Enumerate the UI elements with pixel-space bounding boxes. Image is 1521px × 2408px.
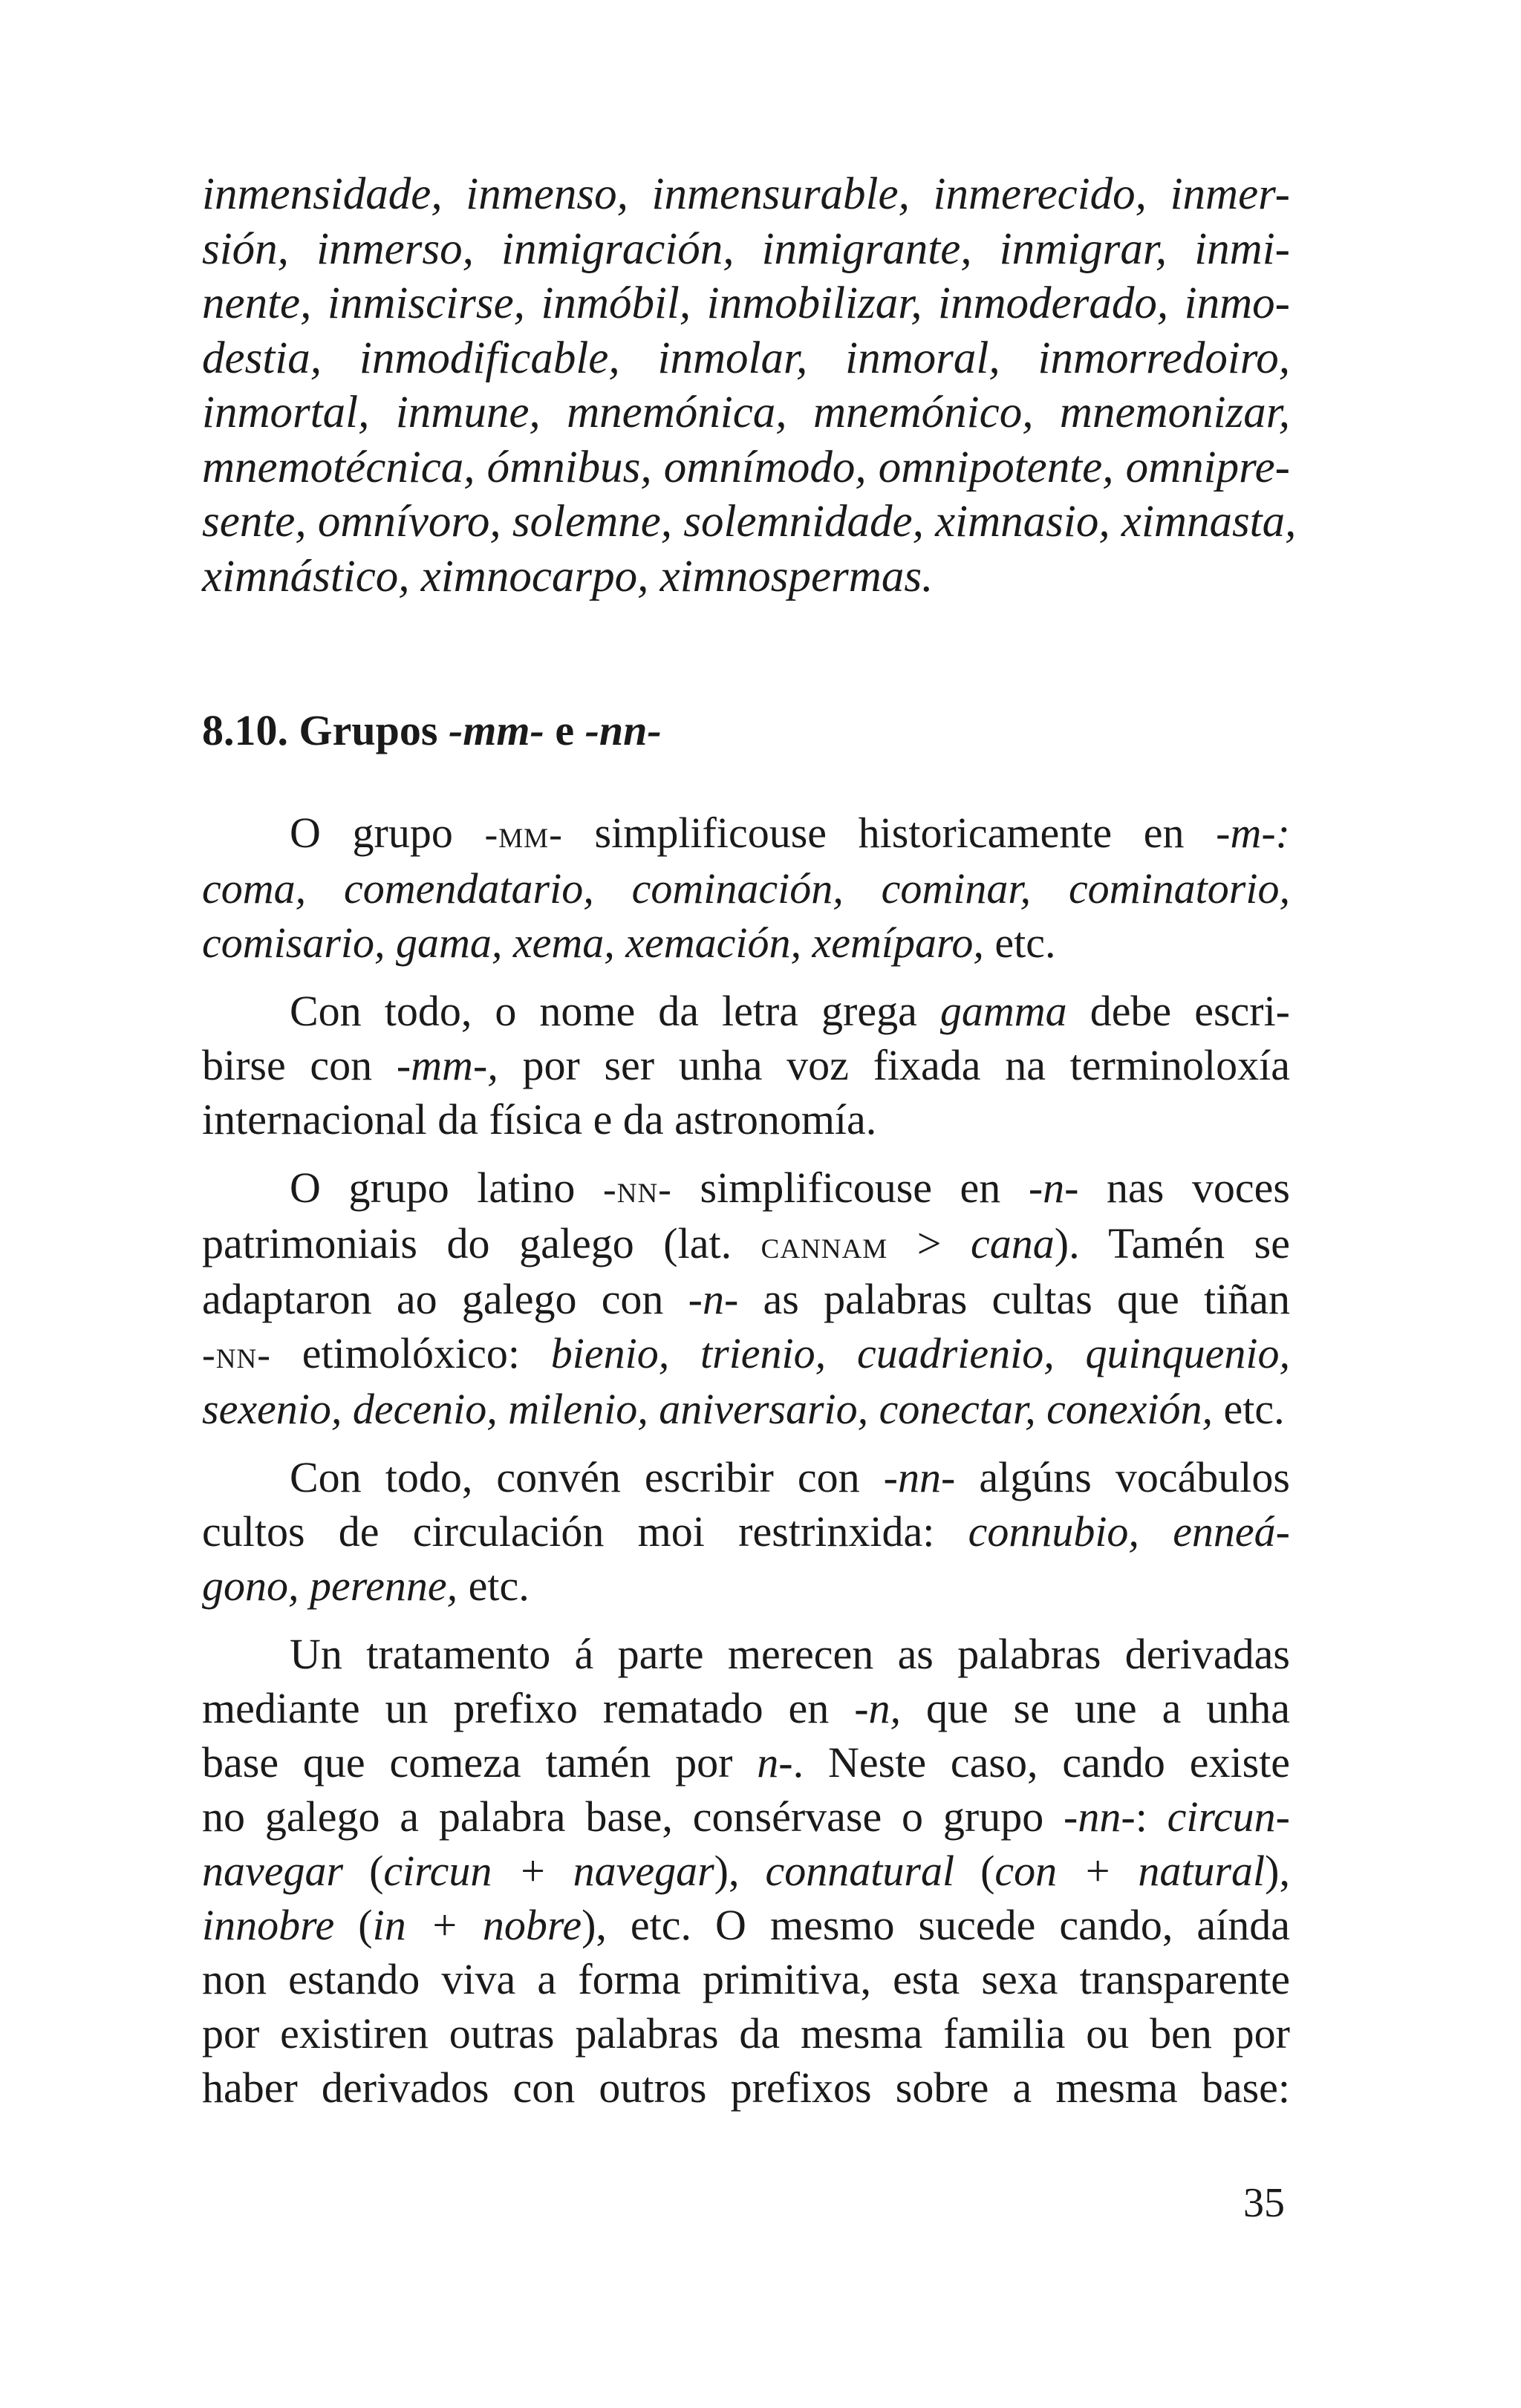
text-line	[202, 1844, 1290, 1898]
text-line	[202, 1272, 1290, 1326]
italic-term: gamma	[939, 987, 1067, 1035]
paragraph-nn-exceptions	[202, 1450, 1290, 1613]
italic-term: con + natural	[994, 1847, 1266, 1895]
section-heading-word: Grupos	[299, 706, 438, 754]
text-line: non estando viva a forma primitiva, esta sexa transparente	[202, 1955, 1290, 2003]
italic-term: n-	[757, 1738, 793, 1787]
text-run: O grupo latino	[290, 1164, 603, 1212]
italic-term: sexenio, decenio, milenio, aniversario, conectar, conexión,	[202, 1385, 1213, 1433]
page-number: 35	[1243, 2180, 1285, 2226]
text-run: (	[954, 1847, 995, 1895]
word-list-line: inmortal, inmune, mnemónica, mnemónico, mnemonizar,	[202, 388, 1290, 437]
text-run: Con todo, convén escribir con	[290, 1453, 884, 1501]
word-list-line: ximnástico, ximnocarpo, ximnospermas.	[202, 551, 934, 601]
text-run: etc.	[457, 1562, 530, 1610]
text-line: internacional da física e da astronomía.	[202, 1095, 877, 1143]
text-line	[202, 1161, 1290, 1216]
text-line	[202, 1504, 1290, 1559]
text-line: por existiren outras palabras da mesma familia ou ben por	[202, 2009, 1290, 2058]
text-run: ),	[1265, 1847, 1290, 1895]
text-run: etimolóxico:	[270, 1329, 551, 1377]
text-run: ), etc. O mesmo sucede cando, aínda	[582, 1901, 1290, 1949]
text-line	[202, 916, 1290, 970]
text-run: etc.	[983, 919, 1056, 967]
section-heading-conjunction: e	[555, 706, 575, 754]
text-run: base que comeza tamén por	[202, 1738, 758, 1787]
section-heading-group-nn: -nn-	[584, 706, 662, 754]
text-run: :	[1135, 1792, 1167, 1841]
italic-term: innobre	[202, 1901, 335, 1949]
italic-term: -mm-,	[396, 1041, 498, 1089]
text-run: . Neste caso, cando existe	[792, 1738, 1291, 1787]
text-run: as palabras cultas que tiñan	[738, 1275, 1291, 1323]
text-run: ),	[714, 1847, 766, 1895]
italic-term: bienio, trienio, cuadrienio, quinquenio,	[550, 1329, 1291, 1377]
text-line	[202, 1681, 1290, 1735]
latin-group: -nn-	[202, 1332, 271, 1377]
text-line: haber derivados con outros prefixos sobre a mesma base:	[202, 2063, 1290, 2112]
section-body	[202, 806, 1290, 2129]
paragraph-gamma	[202, 984, 1290, 1146]
italic-term: coma, comendatario, cominación, cominar, cominatorio,	[202, 864, 1290, 913]
text-run: Con todo, o nome da letra grega	[290, 987, 940, 1035]
word-list-line: nente, inmiscirse, inmóbil, inmobilizar, inmoderado, inmo-	[202, 278, 1290, 328]
text-run: no galego a palabra base, consérvase o grupo	[202, 1792, 1064, 1841]
italic-term: circun-	[1167, 1792, 1290, 1841]
italic-term: cana	[971, 1219, 1055, 1267]
text-line	[202, 861, 1290, 916]
text-line	[202, 1789, 1290, 1844]
italic-term: -n-	[688, 1275, 739, 1323]
text-line	[202, 1216, 1290, 1272]
italic-term: gono, perenne,	[202, 1562, 458, 1610]
italic-term: connatural	[765, 1847, 955, 1895]
italic-term: -n-	[1028, 1164, 1079, 1212]
text-line: Un tratamento á parte merecen as palabras derivadas	[290, 1630, 1290, 1678]
text-run: cultos de circulación moi restrinxida:	[202, 1507, 968, 1556]
paragraph-prefix-derivation	[202, 1627, 1290, 2115]
text-run: simplificouse historicamente en	[562, 809, 1217, 857]
word-list-line: mnemotécnica, ómnibus, omnímodo, omnipotente, omnipre-	[202, 442, 1290, 492]
word-list-line: inmensidade, inmenso, inmensurable, inmerecido, inmer-	[202, 169, 1290, 219]
paragraph-nn-simplification	[202, 1161, 1290, 1436]
word-list-line: sión, inmerso, inmigración, inmigrante, inmigrar, inmi-	[202, 223, 1290, 274]
text-run: nas voces	[1078, 1164, 1290, 1212]
italic-term: -nn-	[883, 1453, 956, 1501]
text-run: que se une a unha	[901, 1684, 1290, 1732]
latin-group: -nn-	[602, 1167, 672, 1211]
text-run: (	[343, 1847, 384, 1895]
word-list-continuation	[202, 167, 1297, 604]
page-content	[202, 167, 1297, 2112]
latin-word: cannam	[760, 1222, 888, 1267]
section-heading-group-mm: -mm-	[448, 706, 544, 754]
text-line	[202, 1898, 1290, 1952]
section-heading	[202, 705, 662, 755]
text-run: por ser unha voz fixada na terminoloxía	[498, 1041, 1290, 1089]
text-run: adaptaron ao galego con	[202, 1275, 688, 1323]
text-run: simplificouse en	[671, 1164, 1029, 1212]
text-line	[202, 1038, 1290, 1092]
text-line	[202, 1735, 1290, 1789]
italic-term: -nn-	[1064, 1792, 1136, 1841]
text-run: debe escri-	[1066, 987, 1291, 1035]
latin-group: -mm-	[484, 812, 563, 856]
italic-term: comisario, gama, xema, xemación, xemíparo,	[202, 919, 984, 967]
italic-term: circun + navegar	[383, 1847, 714, 1895]
text-run: (	[334, 1901, 373, 1949]
italic-term: in + nobre	[372, 1901, 582, 1949]
paragraph-mm-simplification	[202, 806, 1290, 970]
text-line	[202, 1450, 1290, 1504]
word-list-line: destia, inmodificable, inmolar, inmoral, inmorredoiro,	[202, 333, 1290, 383]
text-run: algúns vocábulos	[955, 1453, 1290, 1501]
text-line	[202, 1382, 1290, 1436]
text-line	[202, 984, 1290, 1038]
word-list-line: sente, omnívoro, solemne, solemnidade, ximnasio, ximnasta,	[202, 497, 1297, 546]
text-line	[202, 806, 1290, 861]
text-line	[202, 1559, 1290, 1613]
text-line	[202, 1326, 1290, 1382]
text-run: birse con	[202, 1041, 397, 1089]
section-number: 8.10.	[202, 706, 288, 754]
text-run: mediante un prefixo rematado en	[202, 1684, 855, 1732]
italic-term: navegar	[202, 1847, 344, 1895]
italic-term: -m-:	[1216, 809, 1291, 857]
text-run: patrimoniais do galego (lat.	[202, 1219, 761, 1267]
text-run: ). Tamén se	[1054, 1219, 1290, 1267]
italic-term: connubio, enneá-	[968, 1507, 1290, 1556]
text-run: >	[887, 1219, 971, 1267]
text-run: O grupo	[290, 809, 485, 857]
italic-term: -n,	[854, 1684, 902, 1732]
text-run: etc.	[1213, 1385, 1285, 1433]
